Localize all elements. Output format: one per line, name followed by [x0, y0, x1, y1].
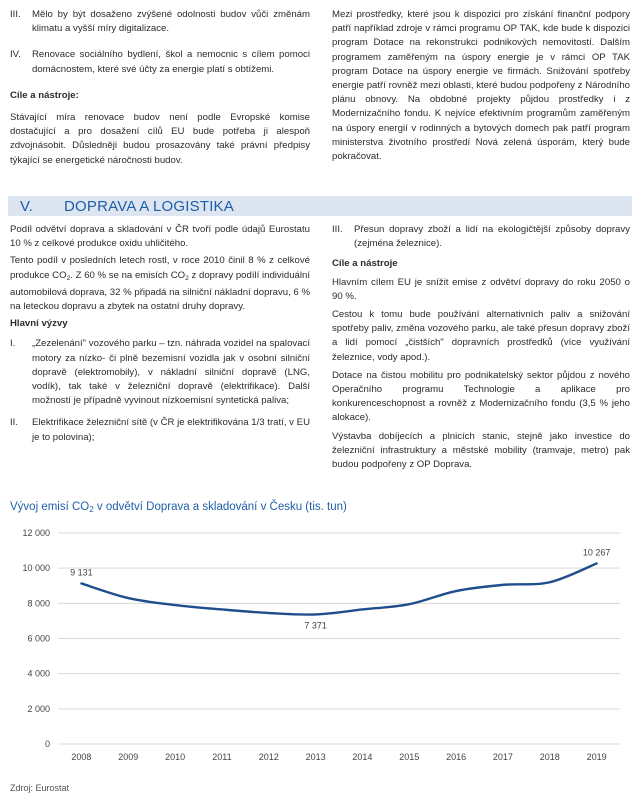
subscript: 2: [89, 505, 94, 514]
list-number: I.: [10, 338, 16, 350]
emissions-line-chart: [0, 520, 640, 780]
section-heading: Cíle a nástroje:: [10, 89, 79, 101]
x-tick-label: 2012: [258, 752, 279, 762]
x-tick-label: 2017: [492, 752, 513, 762]
list-text: Renovace sociálního bydlení, škol a nemocnic s cílem pomoci domácnostem, které své účty za energie platí s obtížemi.: [32, 49, 310, 75]
x-tick-label: 2013: [305, 752, 326, 762]
section-header: [8, 196, 632, 216]
chart-series: [81, 563, 596, 614]
x-tick-label: 2011: [212, 752, 232, 762]
paragraph: Stávající míra renovace budov není podle Evropské komise dostačující a pro dosažení cílů EU bude potřeba ji alespoň zdvojnásobit. Důsledněji budou prosazovány také právní předpisy týkající se energetické náročnosti budov.: [10, 112, 310, 166]
list-item: [332, 223, 630, 251]
section-heading: Cíle a nástroje: [332, 258, 398, 270]
x-tick-label: 2019: [586, 752, 607, 762]
left-top-column: [10, 8, 310, 168]
list-text: Přesun dopravy zboží a lidí na ekologičtější způsoby dopravy (zejména železnice).: [354, 224, 630, 250]
x-tick-label: 2010: [165, 752, 186, 762]
x-tick-label: 2015: [399, 752, 420, 762]
text-run: . Z 60 % se na emisích CO: [70, 269, 186, 281]
list-item: [10, 8, 310, 36]
y-tick-label: 2 000: [27, 703, 50, 714]
chart-title: [10, 501, 347, 514]
series-line: [81, 563, 596, 614]
left-bottom-column: [10, 223, 310, 445]
paragraph: Cestou k tomu bude používání alternativních paliv a snižování spotřeby paliv, změna vozového parku, ale také přesun dopravy zboží a lidí pomocí „čistších" dopravních prostředků (více využívání železnice, vody apod.).: [332, 309, 630, 363]
list-number: II.: [10, 417, 18, 429]
right-bottom-column: [332, 223, 630, 472]
data-label: 7 371: [304, 620, 327, 631]
text-run: Tento podíl v posledních letech rostl, v roce 2010 činil 8 % z celkové produkce CO: [10, 255, 310, 281]
x-axis: [71, 752, 606, 762]
right-top-column: [332, 8, 630, 164]
list-item: [10, 416, 310, 444]
x-tick-label: 2018: [539, 752, 560, 762]
section-number: V.: [20, 198, 33, 215]
y-tick-label: 8 000: [27, 598, 50, 609]
y-tick-label: 4 000: [27, 668, 50, 679]
paragraph: Podíl odvětví doprava a skladování v ČR tvoří podle údajů Eurostatu 10 % z celkové produkce oxidu uhličitého.: [10, 224, 310, 250]
paragraph: Mezi prostředky, které jsou k dispozici pro získání finanční podpory patří například zdroje v rámci programu OP TAK, kde bude k dispozici program Dotace na rekonstrukci podnikových nemovitostí. Dalším programem zaměřeným na úspory energie je v rámci OP TAK program Dotace na úspory energie ve firmách. Snižování spotřeby energie patří rovněž mezi oblasti, které budou podpořeny z Národního plánu obnovy. Na obdobné projekty půjdou prostředky i z Modernizačního fondu. K nejvíce efektivním programům zaměřeným na úspory energií v rodinných a bytových domech pak patří program ministerstva životního prostředí Nová zelená úsporám, který bude pokračovat.: [332, 9, 630, 163]
paragraph: Dotace na čistou mobilitu pro podnikatelský sektor půjdou z nového Operačního programu Technologie a aplikace pro konkurenceschopnost a rovněž z Modernizačního fondu (3,5 % jeho alokace).: [332, 369, 630, 424]
paragraph: Hlavním cílem EU je snížit emise z odvětví dopravy do roku 2050 o 90 %.: [332, 276, 630, 302]
chart-title-text: v odvětví Doprava a skladování v Česku (tis. tun): [93, 501, 347, 513]
y-tick-label: 6 000: [27, 633, 50, 644]
subscript: 2: [66, 274, 71, 282]
paragraph: Výstavba dobíjecích a plnicích stanic, stejně jako investice do železniční infrastruktury a městské mobility (tramvaje, metro) pak budou podpořeny z OP Doprava.: [332, 430, 630, 471]
list-number: IV.: [10, 49, 21, 61]
section-heading: Hlavní výzvy: [10, 318, 68, 330]
list-text: „Zezelenání" vozového parku – tzn. náhrada vozidel na spalovací motory za nízko- či plně bezemisní vozidla jak v osobní silniční dopravě (elektromobily), v nákladní silniční dopravě (LNG, vodík), tak také v železniční dopravě (elektrifikace). Další možností je případně vyvinout nízkoemisní syntetická paliva;: [32, 338, 310, 407]
list-text: Mělo by být dosaženo zvýšené odolnosti budov vůči změnám klimatu a vyšší míry digitalizace.: [32, 9, 310, 35]
x-tick-label: 2016: [446, 752, 467, 762]
list-text: Elektrifikace železniční sítě (v ČR je elektrifikována 1/3 tratí, v EU je to polovina);: [32, 417, 310, 443]
paragraph: [10, 254, 310, 314]
list-number: III.: [10, 9, 21, 20]
text-run: z dopravy podílí individuální automobilová doprava, 32 % připadá na silniční nákladní dopravu, 6 % na leteckou dopravu a zbytek na ostatní druhy dopravy.: [10, 269, 310, 313]
chart-gridlines: [58, 533, 620, 744]
list-number: III.: [332, 224, 343, 235]
source-note: Zdroj: Eurostat: [10, 783, 70, 793]
list-item: [10, 48, 310, 76]
chart-title-text: Vývoj emisí CO: [10, 501, 90, 513]
x-tick-label: 2014: [352, 752, 373, 762]
y-tick-label: 12 000: [22, 528, 50, 538]
chart-data-labels: [70, 547, 610, 630]
section-title: DOPRAVA A LOGISTIKA: [64, 198, 234, 215]
y-tick-label: 0: [44, 739, 50, 749]
x-tick-label: 2009: [118, 752, 139, 762]
data-label: 10 267: [582, 547, 611, 558]
list-item: [10, 337, 310, 408]
x-tick-label: 2008: [71, 752, 92, 762]
subscript: 2: [185, 274, 189, 282]
data-label: 9 131: [70, 567, 93, 578]
y-tick-label: 10 000: [22, 563, 50, 574]
y-axis: [22, 528, 50, 749]
